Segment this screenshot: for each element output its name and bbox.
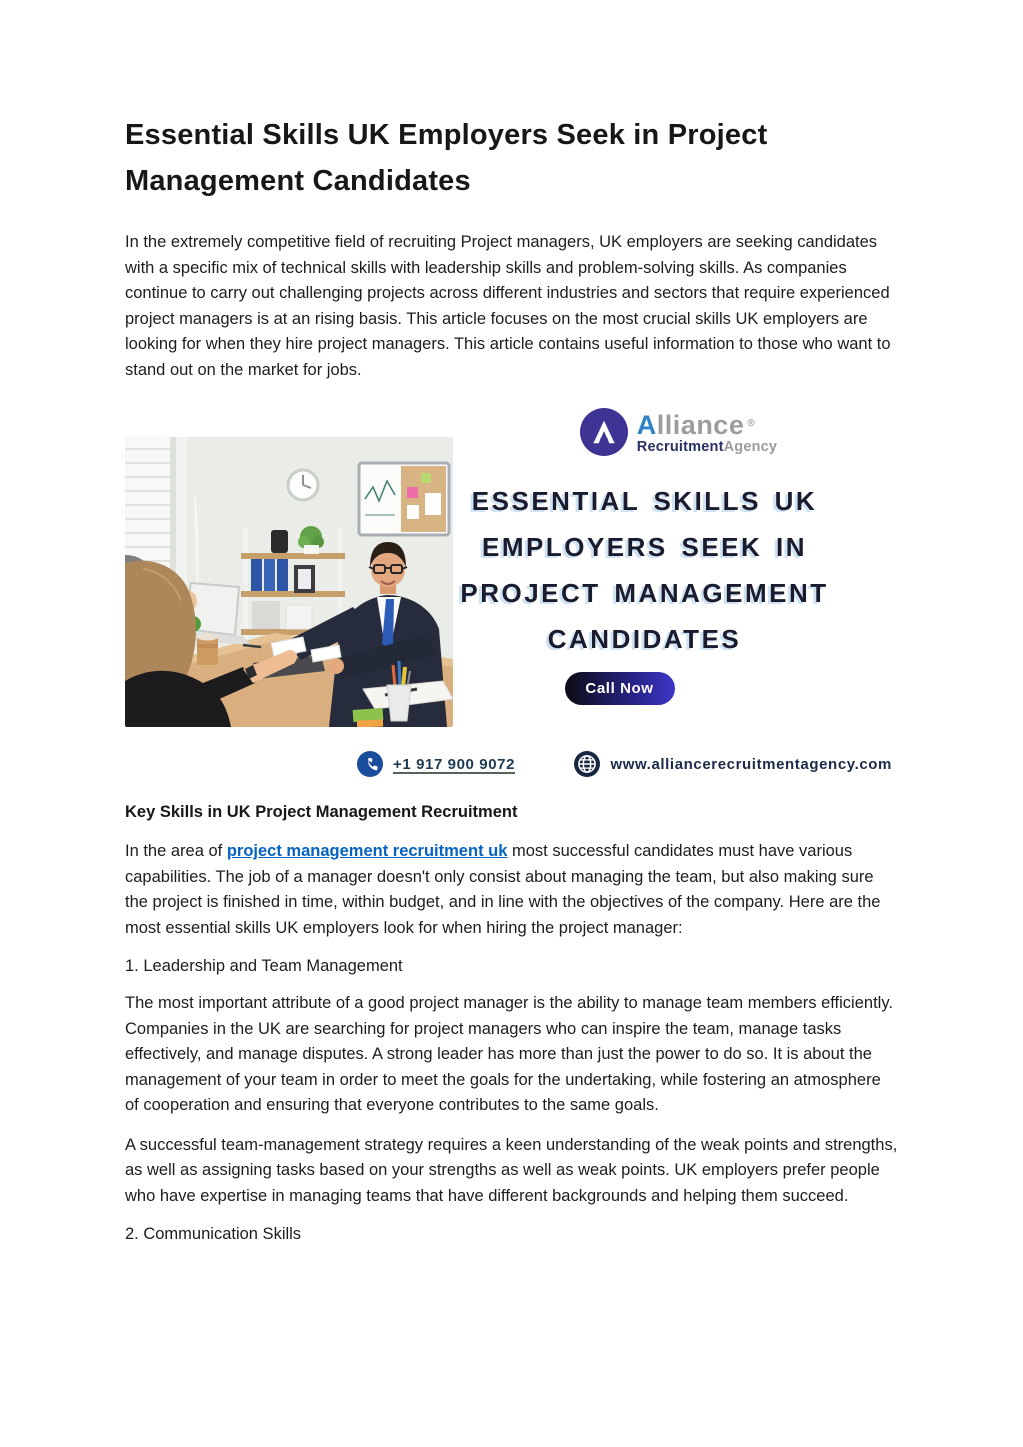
banner-contact-strip bbox=[125, 751, 898, 777]
key-skills-heading: Key Skills in UK Project Management Recruitment bbox=[125, 803, 518, 821]
paragraph-text: In the area of bbox=[125, 842, 227, 860]
phone-link[interactable] bbox=[357, 751, 515, 777]
logo-name: Alliance ® bbox=[636, 410, 756, 440]
phone-number: +1 917 900 9072 bbox=[393, 755, 516, 773]
logo-wordmark bbox=[637, 408, 777, 455]
section-2-heading: 2. Communication Skills bbox=[125, 1225, 302, 1243]
section-1-paragraph-2: A successful team-management strategy requires a keen understanding of the weak points and strengths, as well as assigning tasks based on your strengths as well as weak points. UK employers prefer people who have expertise in managing teams that have different backgrounds and helping them succeed. bbox=[125, 1135, 898, 1205]
website-link[interactable] bbox=[574, 751, 892, 777]
phone-icon bbox=[357, 751, 383, 777]
banner-headline-line: EMPLOYERS SEEK IN bbox=[482, 532, 807, 562]
alliance-logo bbox=[580, 408, 777, 456]
banner-headline-line: PROJECT MANAGEMENT bbox=[460, 578, 829, 608]
banner-top bbox=[125, 405, 898, 727]
key-skills-paragraph bbox=[125, 839, 898, 941]
logo-monogram-a bbox=[589, 417, 619, 447]
banner-content bbox=[453, 405, 898, 727]
section-1-paragraph-1: The most important attribute of a good project manager is the ability to manage team members efficiently. Companies in the UK are searching for project managers who can inspire the team, manage tasks effectively, and manage disputes. A strong leader has more than just the power to do so. It is about the management of your team in order to meet the goals for the undertaking, while fostering an atmosphere of cooperation and ensuring that everyone contributes to the same goals. bbox=[125, 994, 893, 1114]
banner-headline-line: ESSENTIAL SKILLS UK bbox=[471, 486, 818, 516]
website-url: www.alliancerecruitmentagency.com bbox=[610, 755, 892, 773]
registered-mark: ® bbox=[747, 418, 756, 429]
call-now-button[interactable]: Call Now bbox=[565, 672, 675, 705]
paragraph-text: most successful candidates must have various capabilities. The job of a manager doesn't only consist about managing the team, but also making sure the project is finished in time, within budget, and in line with the objectives of the company. Here are the most essential skills UK employers look for when hiring the project manager: bbox=[125, 842, 881, 937]
globe-icon bbox=[574, 751, 600, 777]
banner-headline-line: CANDIDATES bbox=[547, 624, 742, 654]
office-photo bbox=[125, 437, 453, 727]
promo-banner bbox=[125, 405, 898, 777]
recruitment-uk-link[interactable]: project management recruitment uk bbox=[226, 842, 508, 860]
banner-headline bbox=[460, 478, 828, 662]
intro-paragraph: In the extremely competitive field of recruiting Project managers, UK employers are seeking candidates with a specific mix of technical skills with leadership skills and problem-solving skills. As companies continue to carry out challenging projects across different industries and sectors that require experienced project managers is at an rising basis. This article focuses on the most crucial skills UK employers are looking for when they hire project managers. This article contains useful information to those who want to stand out on the market for jobs. bbox=[125, 233, 891, 379]
section-1-heading: 1. Leadership and Team Management bbox=[125, 957, 403, 975]
page-title: Essential Skills UK Employers Seek in Project Management Candidates bbox=[125, 119, 768, 197]
office-photo-illustration bbox=[125, 437, 453, 727]
logo-subtitle: RecruitmentAgency bbox=[636, 439, 778, 455]
alliance-logo-mark bbox=[580, 408, 628, 456]
